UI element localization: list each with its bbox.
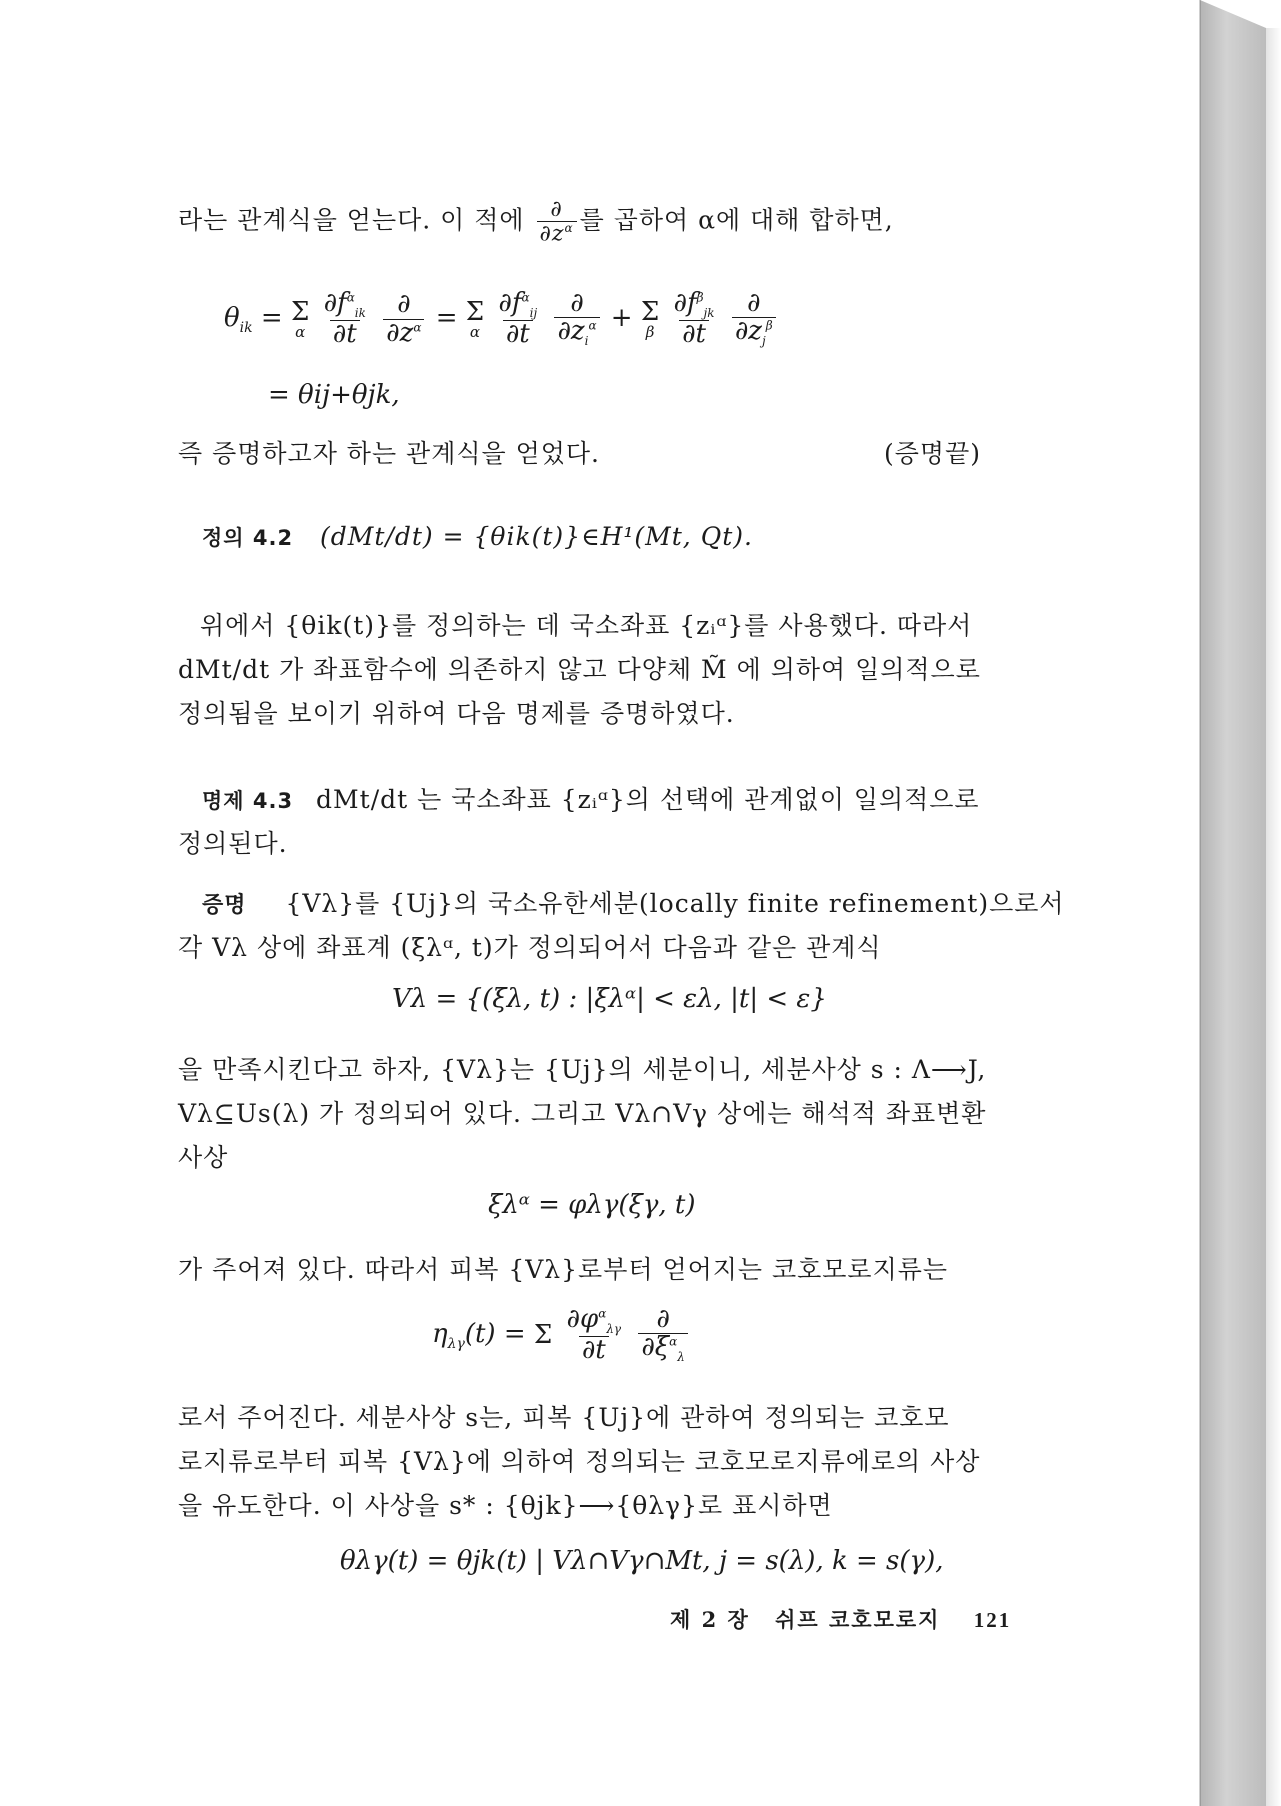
paragraph-4-line-1: 로서 주어진다. 세분사상 s는, 피복 {Uj}에 관하여 정의되는 코호모 (178, 1403, 950, 1432)
definition-label: 정의 4.2 (202, 526, 294, 550)
definition-4-2 (202, 522, 753, 552)
paragraph-4-line-2: 로지류로부터 피복 {Vλ}에 의하여 정의되는 코호모로지류에로의 사상 (178, 1447, 981, 1476)
proof-label: 증명 (202, 893, 247, 918)
paragraph-3: 가 주어져 있다. 따라서 피복 {Vλ}로부터 얻어지는 코호모로지류는 (178, 1255, 949, 1284)
paragraph-2-line-1: 을 만족시킨다고 하자, {Vλ}는 {Uj}의 세분이니, 세분사상 s : Λ⟶J, (178, 1055, 987, 1084)
proof-line-1 (202, 884, 1065, 920)
page-number: 121 (973, 1608, 1012, 1632)
proposition-text: dMt/dt 는 국소좌표 {zᵢᵅ}의 선택에 관계없이 일의적으로 (316, 785, 980, 814)
partial-fraction: $\frac{\partial}{\partial z^\alpha}$ (537, 198, 577, 246)
equation-xi: ξλᵅ = φλγ(ξγ, t) (488, 1190, 696, 1220)
running-footer (670, 1604, 1011, 1634)
paragraph-1-line-2: dMt/dt 가 좌표함수에 의존하지 않고 다양체 M̃ 에 의하여 일의적으로 (178, 655, 981, 684)
proposition-4-3 (202, 780, 980, 816)
proof-line-2: 각 Vλ 상에 좌표계 (ξλᵅ, t)가 정의되어서 다음과 같은 관계식 (178, 933, 882, 962)
paragraph-1-line-3: 정의됨을 보이기 위하여 다음 명제를 증명하였다. (178, 699, 735, 728)
text-line-1: 라는 관계식을 얻는다. 이 적에 $\frac{\partial}{\partial z^\alpha}$ 를 곱하여 α에 대해 합하면, (178, 197, 894, 247)
proof-text: {Vλ}를 {Uj}의 국소유한세분(locally finite refinement)으로서 (285, 889, 1065, 918)
chapter-label: 제 2 장 (670, 1607, 750, 1632)
chapter-title: 쉬프 코호모로지 (775, 1607, 941, 1632)
proposition-label: 명제 4.3 (202, 789, 294, 813)
proposition-line-2: 정의된다. (178, 829, 288, 858)
page-edge-gap (1266, 28, 1281, 1806)
text-line-proof-end: 즉 증명하고자 하는 관계식을 얻었다. (178, 439, 600, 468)
equation-theta-ik: $\theta_{ik}$ = Σ α $\frac{\partial f^\alpha_{ik}}{\partial t}$ $\frac{\partial}{\partial z^\alpha}$ = Σ α $\frac{\partial f^\alpha_{ij}}{\partial t}$ $\frac{\partial}{\partial z_i^\alpha}$ + Σ β $\frac{\partial f^\beta_{jk}}{\partial t}$ $\frac{\partial}{\partial z_j^\beta}$ (224, 290, 779, 348)
equation-eta: $\eta_{\lambda\gamma}(t)$ = Σ $\frac{\partial\varphi^\alpha_{\lambda\gamma}}{\partial t}$ $\frac{\partial}{\partial\xi^\alpha_\lambda}$ (432, 1306, 691, 1364)
equation-v-lambda: Vλ = {(ξλ, t) : |ξλᵅ| < ελ, |t| < ε} (392, 984, 827, 1014)
equation-theta-sum: = θij+θjk, (268, 380, 400, 410)
paragraph-2-line-2: Vλ⊆Us(λ) 가 정의되어 있다. 그리고 Vλ∩Vγ 상에는 해석적 좌표변환 (178, 1099, 987, 1128)
paragraph-2-line-3: 사상 (178, 1143, 229, 1172)
equation-theta-lambda-gamma: θλγ(t) = θjk(t) | Vλ∩Vγ∩Mt, j = s(λ), k = s(γ), (340, 1546, 944, 1576)
paragraph-1-line-1: 위에서 {θik(t)}를 정의하는 데 국소좌표 {zᵢᵅ}를 사용했다. 따라서 (200, 611, 973, 640)
proof-end-mark: (증명끝) (884, 439, 981, 468)
definition-formula: (dMt/dt) = {θik(t)}∈H¹(Mt, Qt). (320, 522, 753, 551)
paragraph-4-line-3: 을 유도한다. 이 사상을 s* : {θjk}⟶{θλγ}로 표시하면 (178, 1491, 833, 1520)
page-edge-shadow (1200, 0, 1266, 1806)
